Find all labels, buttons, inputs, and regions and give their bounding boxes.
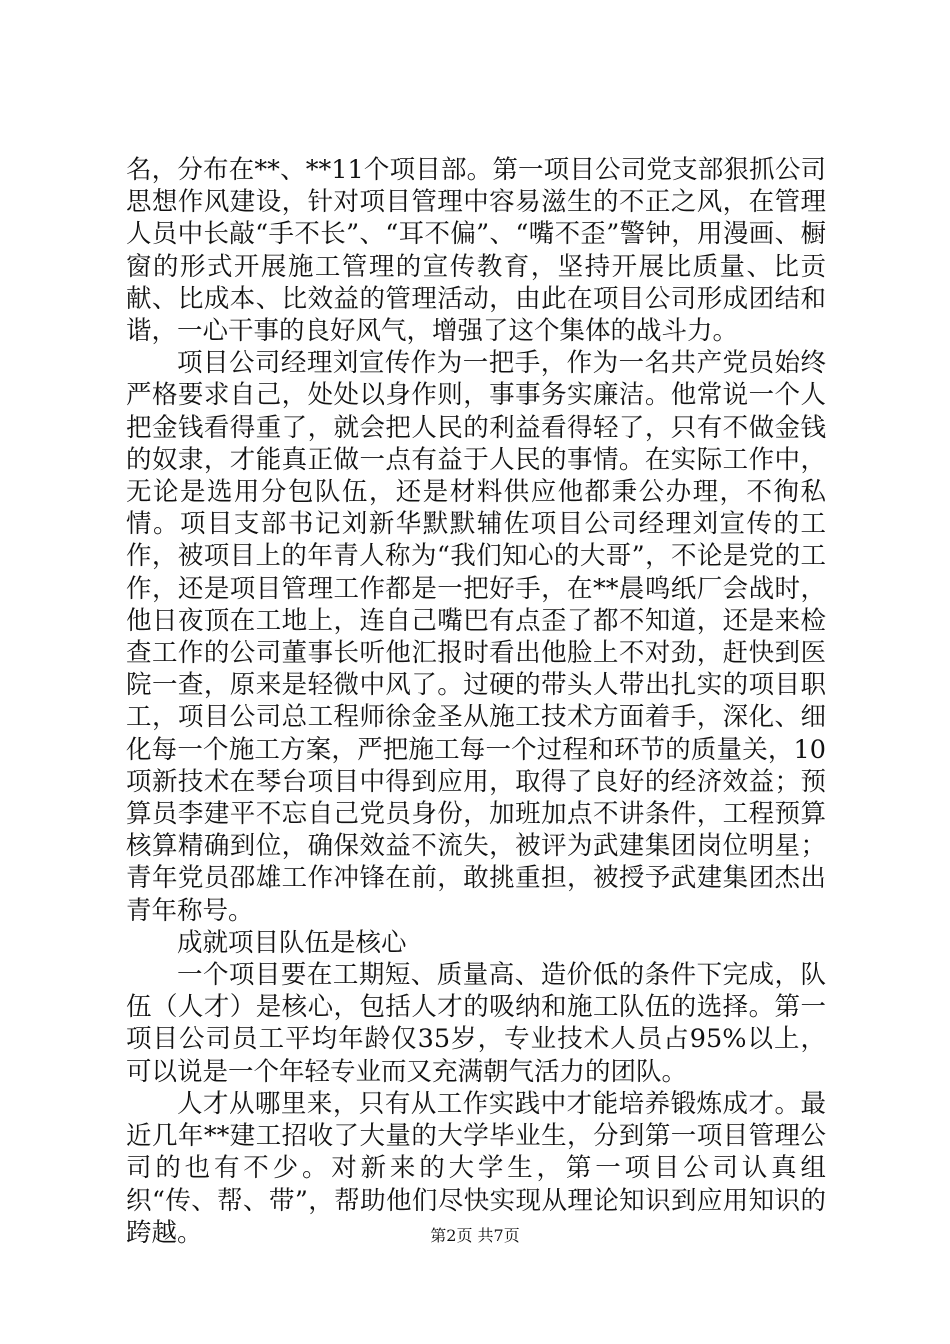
paragraph-2: 项目公司经理刘宣传作为一把手，作为一名共产党员始终严格要求自己，处处以身作则，事事务实廉洁。他常说一个人把金钱看得重了，就会把人民的利益看得轻了，只有不做金钱的奴隶，才能真正做一点有益于人民的事情。在实际工作中，无论是选用分包队伍，还是材料供应他都秉公办理，不徇私情。项目支部书记刘新华默默辅佐项目公司经理刘宣传的工作，被项目上的年青人称为“我们知心的大哥”，不论是党的工作，还是项目管理工作都是一把好手，在**晨鸣纸厂会战时，他日夜顶在工地上，连自己嘴巴有点歪了都不知道，还是来检查工作的公司董事长听他汇报时看出他脸上不对劲，赶快到医院一查，原来是轻微中风了。过硬的带头人带出扎实的项目职工，项目公司总工程师徐金圣从施工技术方面着手，深化、细化每一个施工方案，严把施工每一个过程和环节的质量关，10项新技术在琴台项目中得到应用，取得了良好的经济效益；预算员李建平不忘自己党员身份，加班加点不讲条件，工程预算核算精确到位，确保效益不流失，被评为武建集团岗位明星；青年党员邵雄工作冲锋在前，敢挑重担，被授予武建集团杰出青年称号。 bbox=[126, 348, 826, 926]
section-heading: 成就项目队伍是核心 bbox=[177, 927, 407, 958]
page-number-footer: 第2页 共7页 bbox=[430, 1226, 520, 1245]
paragraph-3: 一个项目要在工期短、质量高、造价低的条件下完成，队伍（人才）是核心，包括人才的吸纳和施工队伍的选择。第一项目公司员工平均年龄仅35岁，专业技术人员占95%以上，可以说是一个年轻专业而又充满朝气活力的团队。 bbox=[126, 960, 826, 1087]
paragraph-4: 人才从哪里来，只有从工作实践中才能培养锻炼成才。最近几年**建工招收了大量的大学毕业生，分到第一项目管理公司的也有不少。对新来的大学生，第一项目公司认真组织“传、帮、带”，帮助他们尽快实现从理论知识到应用知识的跨越。 bbox=[126, 1088, 826, 1248]
paragraph-1: 名，分布在**、**11个项目部。第一项目公司党支部狠抓公司思想作风建设，针对项目管理中容易滋生的不正之风，在管理人员中长敲“手不长”、“耳不偏”、“嘴不歪”警钟，用漫画、橱窗的形式开展施工管理的宣传教育，坚持开展比质量、比贡献、比成本、比效益的管理活动，由此在项目公司形成团结和谐，一心干事的良好风气，增强了这个集体的战斗力。 bbox=[126, 155, 826, 347]
document-body bbox=[126, 154, 826, 1249]
